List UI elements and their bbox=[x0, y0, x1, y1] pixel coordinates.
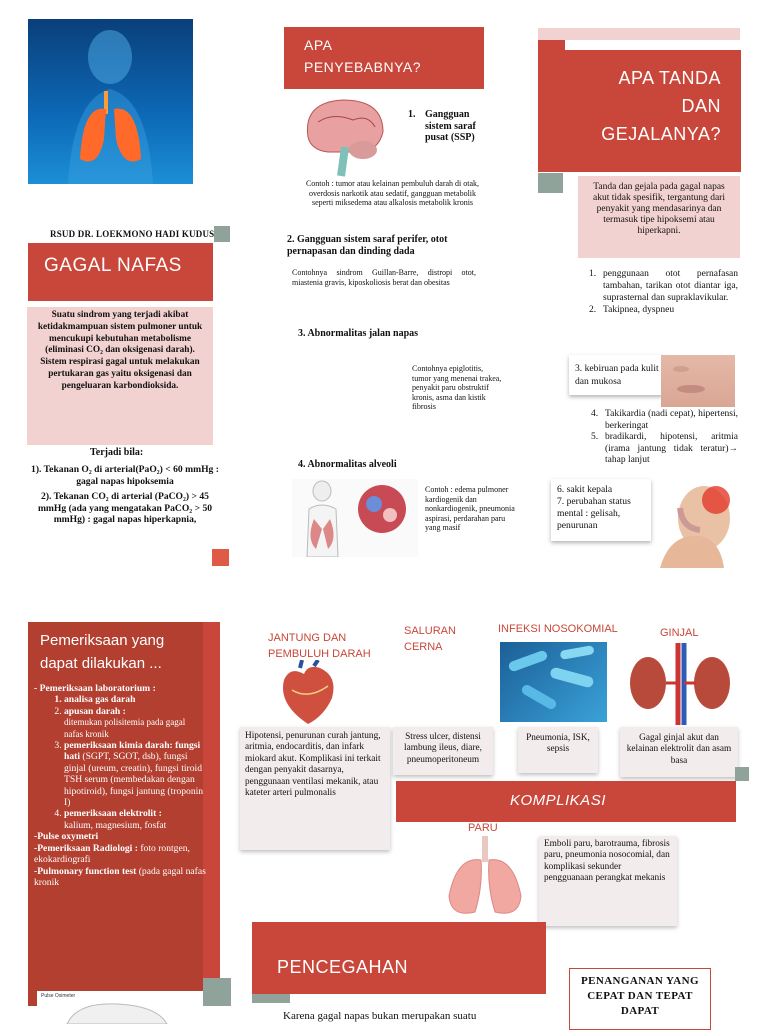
occurs-item-1: 1). Tekanan O₂ di arterial(PaO₂) < 60 mmHg : gagal napas hipoksemia bbox=[31, 464, 219, 487]
exam-item-4-text: kalium, magnesium, fosfat bbox=[64, 819, 167, 831]
c1-box bbox=[240, 727, 390, 850]
hospital-name: RSUD DR. LOEKMONO HADI KUDUS bbox=[50, 229, 215, 239]
c5-box bbox=[539, 836, 677, 926]
c3-text: Pneumonia, ISK, sepsis bbox=[526, 733, 590, 755]
decor-strip bbox=[538, 40, 565, 172]
exam-pft bbox=[34, 866, 206, 889]
exam-item-2-title: apusan darah : bbox=[64, 705, 126, 717]
prevent-banner bbox=[252, 922, 546, 994]
lungs-body-image bbox=[28, 19, 193, 184]
decor-square bbox=[538, 173, 563, 193]
exam-pft-text: (pada gagal nafas kronik bbox=[34, 865, 206, 888]
exam-item-1: 1. analisa gas darah bbox=[64, 694, 206, 705]
c5-title: PARU bbox=[468, 822, 498, 834]
cause4-title: 4. Abnormalitas alveoli bbox=[298, 459, 397, 470]
sign-4: 4. Takikardia (nadi cepat), hipertensi, berkeringat bbox=[591, 409, 738, 431]
signs-intro-box bbox=[578, 176, 740, 258]
alveoli-image bbox=[292, 479, 418, 557]
decor-strip bbox=[538, 28, 740, 40]
sign-5: 5. bradikardi, hipotensi, aritmia (irama jantung tidak teratur)→ tahap lanjut bbox=[591, 432, 738, 465]
c1-text: Hipotensi, penurunan curah jantung, aritmia, endocarditis, dan infark miokard akut. Komplikasi ini terkait dengan penyakit dasarnya, penggunaan ventilasi mekanik, atau kateter arteri pulmonalis bbox=[245, 731, 381, 799]
signs-title: APA TANDA DAN GEJALANYA? bbox=[601, 68, 721, 144]
c4-title: GINJAL bbox=[660, 627, 699, 639]
sign-2-text: Takipnea, dyspneu bbox=[603, 305, 675, 315]
exam-content bbox=[34, 683, 206, 888]
brain-image bbox=[283, 92, 403, 178]
c2-title: SALURAN CERNA bbox=[404, 625, 456, 653]
c4-box bbox=[620, 727, 738, 777]
sign-4-text: Takikardia (nadi cepat), hipertensi, berkeringat bbox=[605, 409, 738, 431]
c1-title: JANTUNG DAN PEMBULUH DARAH bbox=[268, 632, 371, 660]
cause3-example: Contohnya epiglotitis, tumor yang menenai trakea, penyakit paru obstruktif kronis, asma dan kistik fibrosis bbox=[412, 364, 502, 411]
definition-text: Suatu sindrom yang terjadi akibat ketidakmampuan sistem pulmoner untuk mencukupi kebutuhan metabolisme (eliminasi CO₂ dan oksigenasi darah). Sistem respirasi gagal untuk melakukan pertukaran gas yaitu oksigenasi dan pengeluaran karbondioksida. bbox=[37, 310, 203, 391]
headache-image bbox=[620, 478, 738, 568]
causes-title: APA PENYEBABNYA? bbox=[304, 37, 422, 75]
occurs-item-2: 2). Tekanan CO₂ di arterial (PaCO₂) > 45 mmHg (ada yang mengatakan PaCO₂ > 50 mmHg) : gagal napas hiperkapnia, bbox=[37, 491, 213, 525]
decor-square bbox=[735, 767, 749, 781]
decor-square bbox=[214, 226, 230, 242]
signs-list bbox=[589, 268, 738, 316]
sign-7: 7. perubahan status mental : gelisah, penurunan bbox=[557, 496, 631, 531]
decor-square bbox=[203, 978, 231, 1006]
cause1-example: Contoh : tumor atau kelainan pembuluh darah di otak, overdosis narkotik atau sedatif, gangguan metabolik seperti miksedema atau alkalosis metabolik kronis bbox=[305, 179, 480, 207]
sign-2: 2. Takipnea, dyspneu bbox=[589, 305, 675, 315]
occurs-heading: Terjadi bila: bbox=[90, 447, 144, 458]
sign-1-text: penggunaan otot pernafasan tambahan, tarikan otot diantar iga, suprasternal dan supraklavikular. bbox=[603, 269, 738, 303]
causes-banner bbox=[284, 27, 484, 89]
exam-radio-text: foto rontgen, ekokardiografi bbox=[34, 842, 190, 866]
komplikasi-title: KOMPLIKASI bbox=[510, 792, 606, 809]
title-banner bbox=[28, 243, 213, 301]
sign-1: 1. penggunaan otot pernafasan tambahan, tarikan otot diantar iga, suprasternal dan supraklavikular. bbox=[589, 269, 738, 303]
signs-list-2 bbox=[591, 409, 738, 467]
handling-box bbox=[569, 968, 711, 1030]
sign-3-box bbox=[569, 355, 663, 395]
lungs-image bbox=[441, 836, 529, 922]
signs-intro: Tanda dan gejala pada gagal napas akut tidak spesifik, tergantung dari penyakit yang mendasarinya dan termasuk tipe hipoksemi atau hiperkapni. bbox=[592, 182, 725, 236]
cause2-title: 2. Gangguan sistem saraf perifer, otot pernapasan dan dinding dada bbox=[287, 234, 448, 257]
sign-5-text: bradikardi, hipotensi, aritmia (irama jantung tidak teratur)→ tahap lanjut bbox=[605, 432, 738, 465]
c2-text: Stress ulcer, distensi lambung ileus, diare, pneumoperitoneum bbox=[404, 732, 482, 765]
page-title: GAGAL NAFAS bbox=[44, 255, 182, 276]
prevent-text: Karena gagal napas bukan merupakan suatu bbox=[283, 1010, 477, 1022]
definition-box bbox=[27, 307, 213, 445]
cause1-num: 1. bbox=[408, 109, 416, 120]
decor-square bbox=[212, 549, 229, 566]
c2-box bbox=[393, 727, 493, 775]
c4-text: Gagal ginjal akut dan kelainan elektrolit dan asam basa bbox=[626, 733, 732, 766]
exam-item-2 bbox=[64, 706, 206, 740]
cause4-example: Contoh : edema pulmoner kardiogenik dan nonkardiogenik, pneumonia aspirasi, perdarahan paru yang masif bbox=[425, 485, 515, 532]
pulse-oximeter-image bbox=[37, 991, 203, 1024]
sign-6: 6. sakit kepala bbox=[557, 484, 613, 495]
exam-item-3-title: pemeriksaan kimia darah: fungsi hati bbox=[64, 740, 201, 763]
exam-pulse: -Pulse oxymetri bbox=[34, 831, 99, 843]
heart-image bbox=[272, 660, 344, 726]
bacteria-image bbox=[500, 642, 607, 722]
decor-square bbox=[252, 994, 290, 1003]
exam-item-4-title: pemeriksaan elektrolit : bbox=[64, 808, 162, 820]
cause1-title: Gangguan sistem saraf pusat (SSP) bbox=[425, 109, 476, 143]
kidney-image bbox=[626, 643, 736, 725]
cause2-example: Contohnya sindrom Guillan-Barre, distropi otot, miastenia gravis, kiposkoliosis berat dan obesitas bbox=[292, 268, 476, 287]
sign-3: 3. kebiruan pada kulit dan mukosa bbox=[575, 363, 659, 387]
c3-box bbox=[518, 727, 598, 773]
cause3-title: 3. Abnormalitas jalan napas bbox=[298, 328, 419, 339]
exam-title: Pemeriksaan yang dapat dilakukan ... bbox=[40, 632, 165, 672]
prevent-title: PENCEGAHAN bbox=[277, 957, 409, 977]
exam-item-4 bbox=[64, 808, 206, 831]
skin-image bbox=[661, 355, 735, 407]
pulse-oximeter-label: Pulse Oximeter bbox=[41, 993, 76, 999]
signs-banner bbox=[565, 50, 741, 172]
exam-lab: - Pemeriksaan laboratorium : bbox=[34, 683, 156, 694]
exam-item-3 bbox=[64, 740, 206, 808]
exam-item-3-text: (SGPT, SGOT, dsb), fungsi ginjal (ureum, creatin), fungsi tiroid TSH serum (membedakan dengan hipotiroid), fungsi jantung (troponin I) bbox=[64, 751, 204, 809]
handling-text: PENANGANAN YANG CEPAT DAN TEPAT DAPAT bbox=[581, 975, 699, 1017]
c5-text: Emboli paru, barotrauma, fibrosis paru, pneumonia nosocomial, dan komplikasi sekunder pengguanaan perangkat mekanis bbox=[544, 839, 670, 884]
exam-radio-title: -Pemeriksaan Radiologi : bbox=[34, 842, 138, 854]
exam-pft-title: -Pulmonary function test bbox=[34, 865, 137, 877]
exam-item-2-text: ditemukan polisitemia pada gagal nafas kronik bbox=[64, 717, 186, 739]
exam-radio bbox=[34, 843, 206, 866]
c3-title: INFEKSI NOSOKOMIAL bbox=[498, 623, 618, 635]
komplikasi-banner bbox=[396, 781, 736, 822]
